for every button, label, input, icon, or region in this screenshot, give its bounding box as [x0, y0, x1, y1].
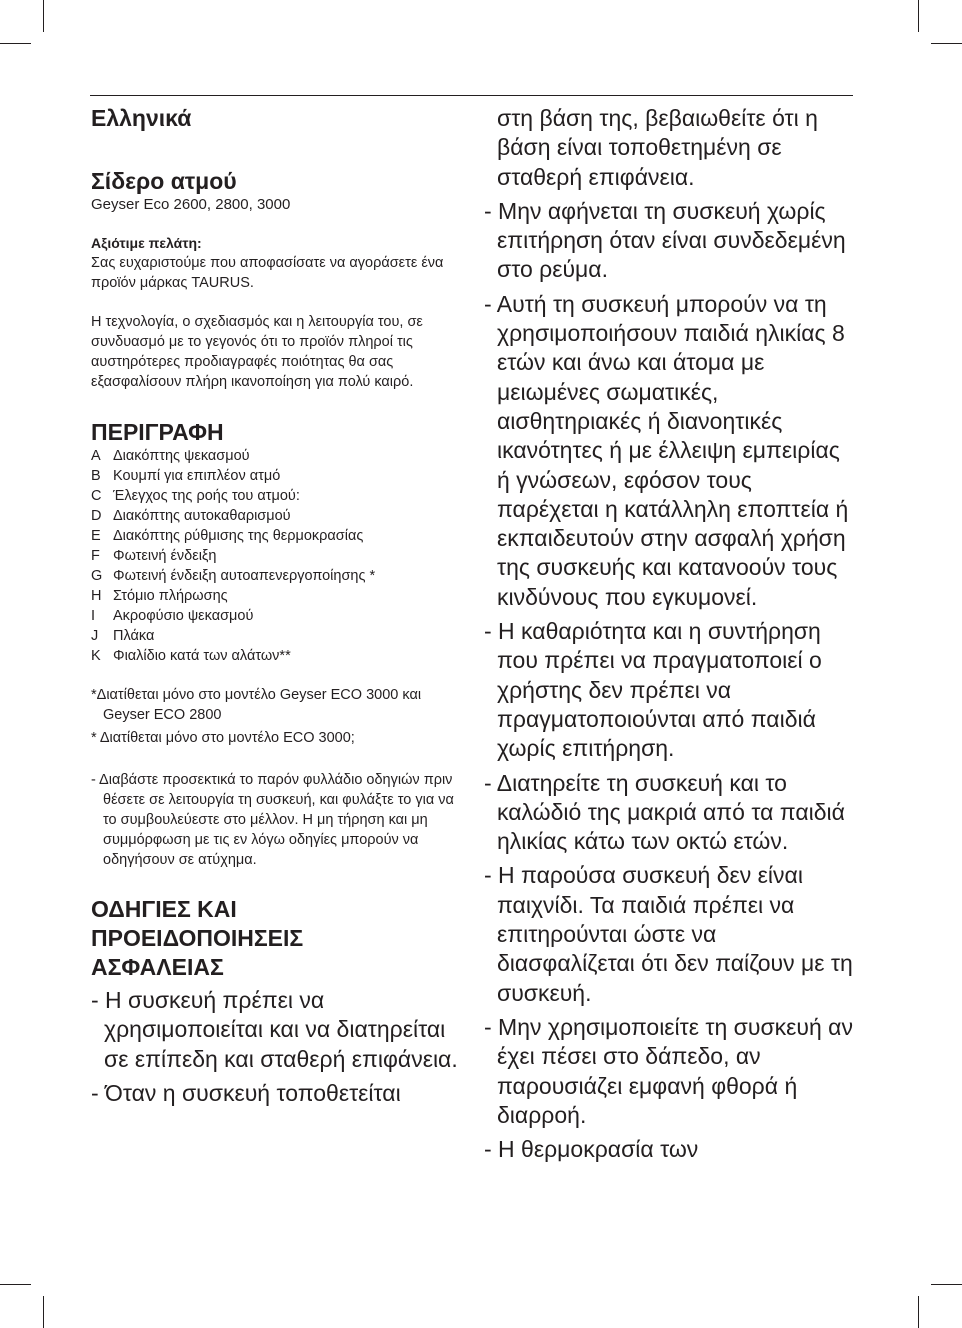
parts-list-item: [91, 466, 463, 486]
crop-mark-top-left-vertical: [43, 0, 44, 32]
greeting: Αξιότιμε πελάτη:: [91, 235, 202, 251]
left-column: [91, 104, 463, 1113]
parts-list-item: [91, 646, 463, 666]
part-label: Φωτεινή ένδειξη: [113, 548, 217, 564]
crop-mark-bottom-right-vertical: [918, 1296, 919, 1328]
part-label: Φιαλίδιο κατά των αλάτων**: [113, 648, 291, 664]
part-letter: C: [91, 488, 102, 504]
safety-item: - Όταν η συσκευή τοποθετείται: [91, 1079, 401, 1106]
technology-paragraph: Η τεχνολογία, ο σχεδιασμός και η λειτουργία του, σε συνδυασμό με το γεγονός ότι το προϊόν πληροί τις αυστηρότερες προδιαγραφές ποιότητας θα σας εξασφαλίσουν πλήρη ικανοποίηση για πολύ καιρό.: [91, 314, 423, 390]
safety-item: - Η συσκευή πρέπει να χρησιμοποιείται και να διατηρείται σε επίπεδη και σταθερή επιφάνεια.: [91, 987, 458, 1072]
footnote-double-asterisk: * Διατίθεται μόνο στο μοντέλο ECO 3000;: [91, 730, 355, 746]
part-label: Στόμιο πλήρωσης: [113, 588, 228, 604]
safety-list-right: [484, 197, 856, 1165]
part-label: Ακροφύσιο ψεκασμού: [113, 608, 254, 624]
part-letter: I: [91, 608, 96, 624]
part-label: Πλάκα: [113, 628, 155, 644]
part-letter: A: [91, 448, 101, 464]
part-letter: H: [91, 588, 102, 604]
part-label: Διακόπτης ψεκασμού: [113, 448, 250, 464]
parts-list: [91, 446, 463, 666]
safety-list-left: [91, 986, 463, 1108]
part-label: Κουμπί για επιπλέον ατμό: [113, 468, 281, 484]
safety-item: - Η καθαριότητα και η συντήρηση που πρέπει να πραγματοποιεί ο χρήστης δεν πρέπει να πραγματοποιούνται από παιδιά χωρίς επιτήρηση.: [484, 618, 822, 762]
safety-item: - Η θερμοκρασία των: [484, 1136, 699, 1163]
parts-list-item: [91, 506, 463, 526]
safety-title-line: ΑΣΦΑΛΕΙΑΣ: [91, 954, 224, 980]
part-letter: B: [91, 468, 101, 484]
parts-list-item: [91, 606, 463, 626]
safety-title: [91, 895, 463, 982]
safety-title-line: ΟΔΗΓΙΕΣ ΚΑΙ: [91, 896, 237, 922]
parts-list-item: [91, 526, 463, 546]
crop-mark-top-left-horizontal: [0, 43, 31, 44]
part-letter: G: [91, 568, 103, 584]
language-title: Ελληνικά: [91, 105, 192, 131]
part-letter: K: [91, 648, 101, 664]
read-instructions-warning: - Διαβάστε προσεκτικά το παρόν φυλλάδιο οδηγιών πριν θέσετε σε λειτουργία τη συσκευή, και φυλάξτε το για να το συμβουλεύεστε στο μέλλον. Η μη τήρηση και μη συμμόρφωση με τις εν λόγω οδηγίες μπορούν να οδηγήσουν σε ατύχημα.: [91, 772, 454, 868]
safety-item: - Διατηρείτε τη συσκευή και το καλώδιό της μακριά από τα παιδιά ηλικίας κάτω των οκτώ ετών.: [484, 769, 845, 855]
footnote-single-asterisk: *Διατίθεται μόνο στο μοντέλο Geyser ECO 3000 και Geyser ECO 2800: [91, 687, 422, 723]
part-label: Φωτεινή ένδειξη αυτοαπενεργοποίησης *: [113, 568, 376, 584]
part-letter: E: [91, 528, 101, 544]
description-title: ΠΕΡΙΓΡΑΦΗ: [91, 419, 224, 445]
safety-title-line: ΠΡΟΕΙΔΟΠΟΙΗΣΕΙΣ: [91, 925, 304, 951]
crop-mark-bottom-left-vertical: [43, 1296, 44, 1328]
part-label: Διακόπτης αυτοκαθαρισμού: [113, 508, 291, 524]
parts-list-item: [91, 626, 463, 646]
thanks-paragraph: Σας ευχαριστούμε που αποφασίσατε να αγοράσετε ένα προϊόν μάρκας TAURUS.: [91, 255, 444, 291]
parts-list-item: [91, 486, 463, 506]
crop-mark-top-right-vertical: [918, 0, 919, 32]
header-rule: [90, 95, 853, 96]
safety-item: - Η παρούσα συσκευή δεν είναι παιχνίδι. Τα παιδιά πρέπει να επιτηρούνται ώστε να διασφαλίζεται ότι δεν παίζουν με τη συσκευή.: [484, 862, 853, 1006]
part-letter: F: [91, 548, 100, 564]
crop-mark-bottom-right-horizontal: [931, 1284, 962, 1285]
part-letter: J: [91, 628, 99, 644]
product-title: Σίδερο ατμού: [91, 168, 237, 194]
crop-mark-top-right-horizontal: [931, 43, 962, 44]
parts-list-item: [91, 446, 463, 466]
model-list: Geyser Eco 2600, 2800, 3000: [91, 196, 291, 213]
crop-mark-bottom-left-horizontal: [0, 1284, 31, 1285]
part-letter: D: [91, 508, 102, 524]
parts-list-item: [91, 546, 463, 566]
right-column: [484, 104, 856, 1169]
safety-item: - Μην χρησιμοποιείτε τη συσκευή αν έχει πέσει στο δάπεδο, αν παρουσιάζει εμφανή φθορά ή διαρροή.: [484, 1013, 853, 1128]
safety-item-continuation: στη βάση της, βεβαιωθείτε ότι η βάση είναι τοποθετημένη σε σταθερή επιφάνεια.: [497, 105, 818, 190]
safety-item: - Αυτή τη συσκευή μπορούν να τη χρησιμοποιήσουν παιδιά ηλικίας 8 ετών και άνω και άτομα με μειωμένες σωματικές, αισθητηριακές ή διανοητικές ικανότητες ή με έλλειψη εμπειρίας ή γνώσεων, εφόσον τους παρέχεται η κατάλληλη εποπτεία ή εκπαιδευτούν στην ασφαλή χρήση της συσκευής και κατανοούν τους κινδύνους που εγκυμονεί.: [484, 290, 849, 610]
part-label: Διακόπτης ρύθμισης της θερμοκρασίας: [113, 528, 364, 544]
parts-list-item: [91, 566, 463, 586]
part-label: Έλεγχος της ροής του ατμού:: [113, 488, 300, 504]
parts-list-item: [91, 586, 463, 606]
safety-item: - Μην αφήνεται τη συσκευή χωρίς επιτήρηση όταν είναι συνδεδεμένη στο ρεύμα.: [484, 197, 846, 283]
